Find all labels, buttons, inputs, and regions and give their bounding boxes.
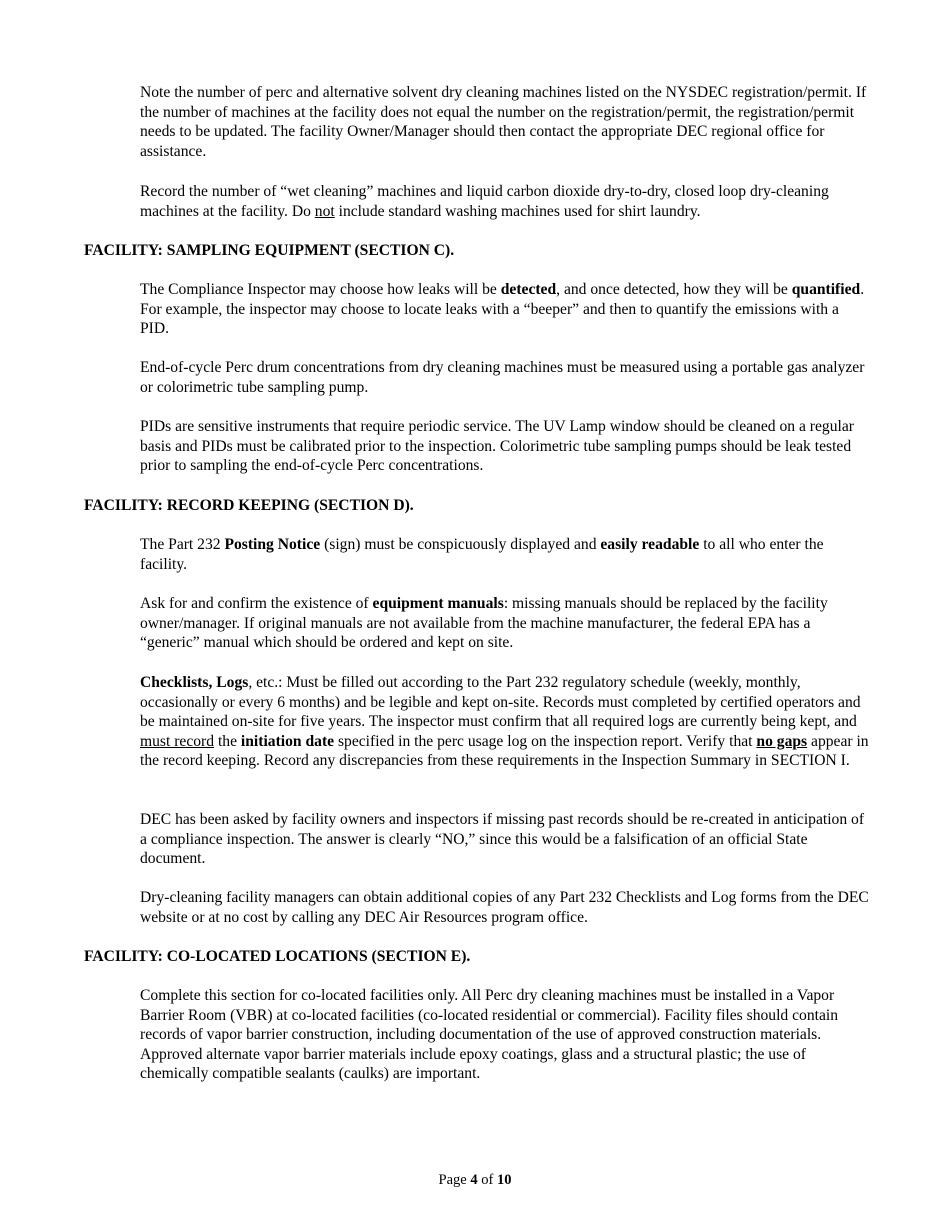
text-run: to all who enter the facility. — [140, 536, 824, 573]
underlined-no-gaps: no gaps — [756, 732, 808, 750]
text-run: Ask for and confirm the existence of — [140, 595, 373, 612]
text-run: The Part 232 — [140, 536, 225, 553]
text-run: Record the number of “wet cleaning” machines and liquid carbon dioxide dry-to-dry, closed loop dry-cleaning machines at the facility. Do — [140, 183, 829, 220]
text-run: the — [214, 732, 241, 750]
section-c-heading: FACILITY: SAMPLING EQUIPMENT (SECTION C). — [84, 242, 455, 259]
page-number: 4 — [470, 1172, 478, 1188]
text-run: specified in the perc usage log on the inspection report. Verify that — [334, 732, 757, 750]
section-c-paragraph-2: End-of-cycle Perc drum concentrations from dry cleaning machines must be measured using a portable gas analyzer or colorimetric tube sampling pump. — [140, 359, 865, 396]
intro-paragraph-2 — [140, 182, 870, 221]
section-e-heading: FACILITY: CO-LOCATED LOCATIONS (SECTION E). — [84, 948, 471, 965]
section-d-paragraph-1 — [140, 535, 870, 574]
text-run: : missing manuals should be replaced by the facility owner/manager. If original manuals are not available from the machine manufacturer, the federal EPA has a “generic” manual which should be ordered and kept on site. — [140, 595, 828, 652]
bold-quantified: quantified — [791, 281, 861, 298]
bold-checklists-logs: Checklists, Logs — [140, 674, 249, 691]
section-c-paragraph-1 — [140, 280, 870, 339]
section-d-paragraph-5: Dry-cleaning facility managers can obtain additional copies of any Part 232 Checklists and Log forms from the DEC website or at no cost by calling any DEC Air Resources program office. — [140, 889, 869, 926]
section-d-paragraph-2 — [140, 594, 870, 653]
page-label: Page — [438, 1172, 471, 1188]
bold-posting-notice: Posting Notice — [224, 536, 321, 553]
text-run: (sign) must be conspicuously displayed and — [320, 536, 601, 553]
bold-initiation-date: initiation date — [240, 732, 335, 750]
bold-easily-readable: easily readable — [600, 536, 700, 553]
text-run: , and once detected, how they will be — [556, 281, 792, 298]
text-run: , etc.: Must be filled out according to the Part 232 regulatory schedule (weekly, monthly, occasionally or every 6 months) and be legible and kept on-site. Records must completed by certified operators and be maintained on-site for five years. The inspector must confirm that all required logs are currently being kept, and — [140, 674, 861, 731]
section-c-paragraph-3: PIDs are sensitive instruments that require periodic service. The UV Lamp window should be cleaned on a regular basis and PIDs must be calibrated prior to the inspection. Colorimetric tube sampling pumps should be leak tested prior to sampling the end-of-cycle Perc concentrations. — [140, 418, 854, 475]
intro-paragraph-1: Note the number of perc and alternative solvent dry cleaning machines listed on the NYSDEC registration/permit. If the number of machines at the facility does not equal the number on the registration/permit, the registration/permit needs to be updated. The facility Owner/Manager should then contact the appropriate DEC regional office for assistance. — [140, 84, 867, 160]
text-run: The Compliance Inspector may choose how leaks will be — [140, 281, 501, 298]
bold-no-gaps — [756, 733, 807, 750]
of-label: of — [477, 1172, 497, 1188]
underlined-not: not — [314, 202, 335, 220]
text-run: include standard washing machines used for shirt laundry. — [334, 202, 701, 220]
section-d-heading: FACILITY: RECORD KEEPING (SECTION D). — [84, 497, 414, 514]
page-footer — [0, 1171, 950, 1191]
section-d-paragraph-4: DEC has been asked by facility owners and inspectors if missing past records should be re-created in anticipation of a compliance inspection. The answer is clearly “NO,” since this would be a falsification of an official State document. — [140, 811, 865, 868]
section-d-paragraph-3 — [140, 673, 870, 771]
underlined-must-record: must record — [140, 732, 215, 750]
bold-equipment-manuals: equipment manuals — [372, 595, 504, 612]
section-e-paragraph-1: Complete this section for co-located facilities only. All Perc dry cleaning machines must be installed in a Vapor Barrier Room (VBR) at co-located facilities (co-located residential or commercial). Facility files should contain records of vapor barrier construction, including documentation of the use of approved construction materials. Approved alternate vapor barrier materials include epoxy coatings, glass and a structural plastic; the use of chemically compatible sealants (caulks) are important. — [140, 987, 839, 1083]
bold-detected: detected — [500, 281, 557, 298]
text-run: appear in the record keeping. Record any discrepancies from these requirements in the Inspection Summary in SECTION I. — [140, 732, 869, 770]
page-total: 10 — [496, 1172, 512, 1188]
text-run: . For example, the inspector may choose to locate leaks with a “beeper” and then to quantify the emissions with a PID. — [140, 281, 865, 338]
